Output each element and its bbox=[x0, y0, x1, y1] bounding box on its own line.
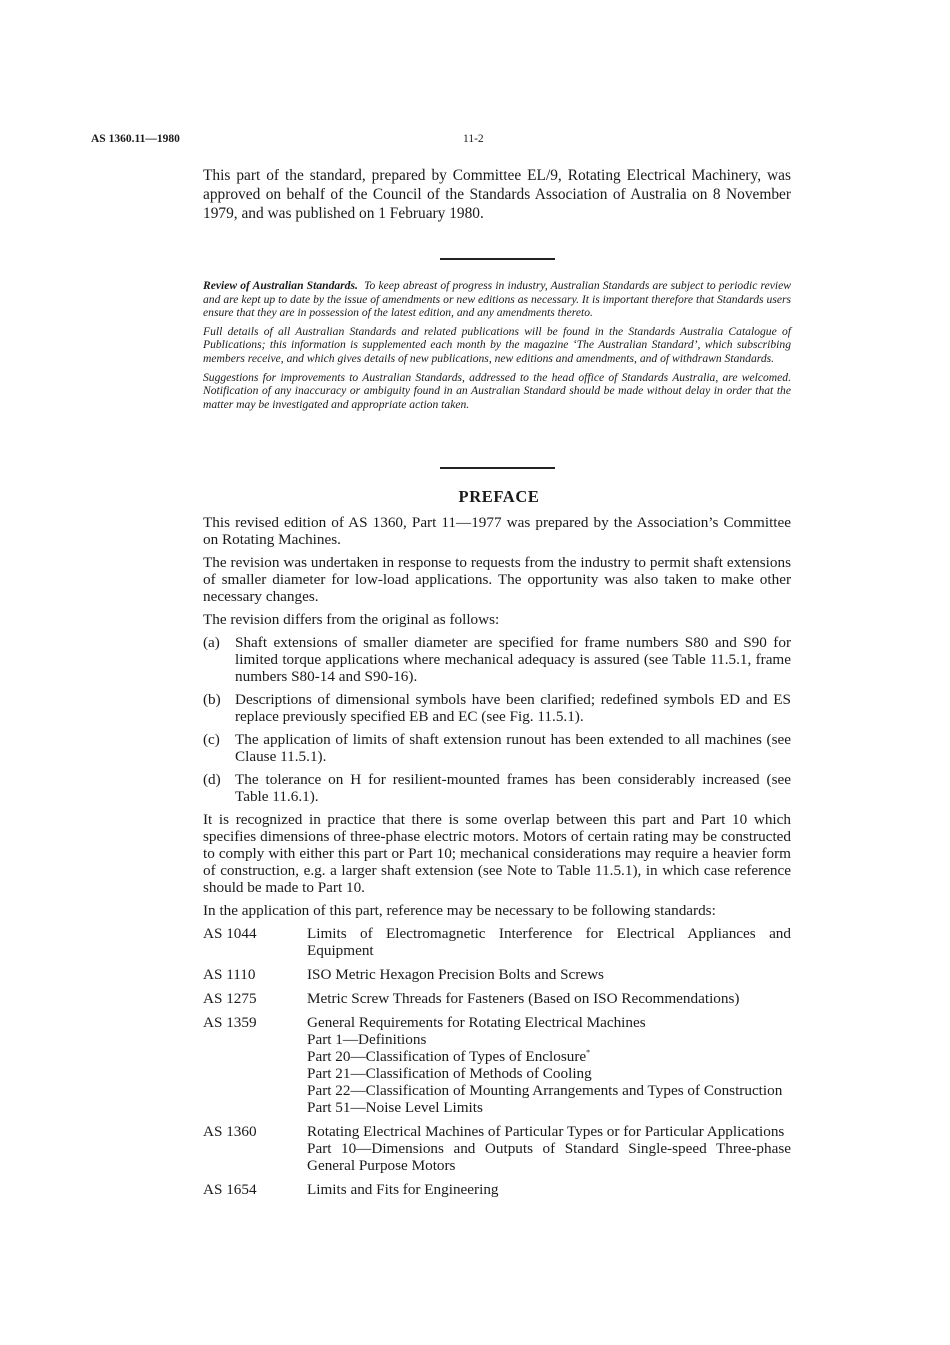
standard-reference bbox=[203, 966, 791, 983]
standard-title: Limits and Fits for Engineering bbox=[307, 1181, 499, 1198]
list-item bbox=[203, 731, 791, 765]
footnote-marker: * bbox=[586, 1047, 591, 1057]
list-item-label: (d) bbox=[203, 771, 221, 788]
standard-part: Part 10—Dimensions and Outputs of Standard Single-speed Three-phase General Purpose Motors bbox=[307, 1140, 791, 1174]
divider bbox=[440, 258, 555, 260]
list-item-text: Shaft extensions of smaller diameter are specified for frame numbers S80 and S90 for limited torque applications where mechanical adequacy is assured (see Table 11.5.1, frame numbers S80-14 and S90-16). bbox=[235, 634, 791, 685]
standard-code: AS 1044 bbox=[203, 925, 257, 942]
list-item-text: The tolerance on H for resilient-mounted frames has been considerably increased (see Table 11.6.1). bbox=[235, 771, 791, 805]
list-item-label: (a) bbox=[203, 634, 220, 651]
standard-part: Part 21—Classification of Methods of Cooling bbox=[307, 1065, 592, 1082]
standard-code: AS 1360 bbox=[203, 1123, 257, 1140]
standard-part: Part 1—Definitions bbox=[307, 1031, 427, 1048]
document-identifier: AS 1360.11—1980 bbox=[91, 133, 180, 145]
standard-code: AS 1359 bbox=[203, 1014, 257, 1031]
review-paragraph bbox=[203, 279, 791, 320]
standard-part: Part 51—Noise Level Limits bbox=[307, 1099, 483, 1116]
standard-code: AS 1654 bbox=[203, 1181, 257, 1198]
page-number: 11-2 bbox=[463, 133, 484, 145]
preface-paragraph: This revised edition of AS 1360, Part 11—1977 was prepared by the Association’s Committee on Rotating Machines. bbox=[203, 514, 791, 548]
standard-reference bbox=[203, 925, 791, 959]
standard-reference bbox=[203, 1123, 791, 1174]
preface-paragraph: The revision was undertaken in response to requests from the industry to permit shaft extensions of smaller diameter for low-load applications. The opportunity was also taken to make other necessary changes. bbox=[203, 554, 791, 605]
standard-entry bbox=[307, 1123, 791, 1174]
approval-statement: This part of the standard, prepared by Committee EL/9, Rotating Electrical Machinery, was approved on behalf of the Council of the Standards Association of Australia on 8 November 1979, and was published on 1 February 1980. bbox=[203, 167, 791, 222]
list-item bbox=[203, 771, 791, 805]
preface-body bbox=[203, 514, 791, 1205]
standard-part bbox=[307, 1048, 791, 1065]
list-item-text: The application of limits of shaft extension runout has been extended to all machines (see Clause 11.5.1). bbox=[235, 731, 791, 765]
standard-reference bbox=[203, 1181, 791, 1198]
standard-title: Metric Screw Threads for Fasteners (Based on ISO Recommendations) bbox=[307, 990, 740, 1007]
review-text: To keep abreast of progress in industry, Australian Standards are subject to periodic review and are kept up to date by the issue of amendments or new editions as necessary. It is important therefore that Standards users ensure that they are in possession of the latest edition, and any amendments thereto. bbox=[203, 279, 791, 320]
list-item-label: (c) bbox=[203, 731, 220, 748]
preface-paragraph: It is recognized in practice that there is some overlap between this part and Part 10 which specifies dimensions of three-phase electric motors. Motors of certain rating may be constructed to comply with either this part or Part 10; mechanical considerations may require a heavier form of construction, e.g. a larger shaft extension (see Note to Table 11.5.1), in which case reference should be made to Part 10. bbox=[203, 811, 791, 896]
standard-entry bbox=[307, 1014, 791, 1116]
list-item-label: (b) bbox=[203, 691, 221, 708]
standard-code: AS 1275 bbox=[203, 990, 257, 1007]
list-item bbox=[203, 634, 791, 685]
standard-title: Rotating Electrical Machines of Particular Types or for Particular Applications bbox=[307, 1123, 785, 1140]
review-notice bbox=[203, 279, 791, 416]
preface-heading: PREFACE bbox=[458, 487, 540, 506]
standard-part-text: Part 20—Classification of Types of Enclosure bbox=[307, 1048, 587, 1065]
standard-title: Limits of Electromagnetic Interference for Electrical Appliances and Equipment bbox=[307, 925, 791, 959]
list-item bbox=[203, 691, 791, 725]
standard-reference bbox=[203, 990, 791, 1007]
standard-code: AS 1110 bbox=[203, 966, 256, 983]
standard-title: ISO Metric Hexagon Precision Bolts and Screws bbox=[307, 966, 604, 983]
preface-paragraph: In the application of this part, reference may be necessary to be following standards: bbox=[203, 902, 716, 919]
standard-title: General Requirements for Rotating Electrical Machines bbox=[307, 1014, 646, 1031]
suggestions-paragraph: Suggestions for improvements to Australian Standards, addressed to the head office of Standards Australia, are welcomed. Notification of any inaccuracy or ambiguity found in an Australian Standard should be made without delay in order that the matter may be investigated and appropriate action taken. bbox=[203, 370, 791, 411]
catalogue-paragraph: Full details of all Australian Standards and related publications will be found in the Standards Australia Catalogue of Publications; this information is supplemented each month by the magazine ‘The Australian Standard’, which subscribing members receive, and which gives details of new publications, new editions and amendments, and of withdrawn Standards. bbox=[203, 324, 791, 365]
standard-reference bbox=[203, 1014, 791, 1116]
preface-paragraph: The revision differs from the original as follows: bbox=[203, 611, 500, 628]
list-item-text: Descriptions of dimensional symbols have been clarified; redefined symbols ED and ES replace previously specified EB and EC (see Fig. 11.5.1). bbox=[235, 691, 791, 725]
divider bbox=[440, 467, 555, 469]
review-lead: Review of Australian Standards. bbox=[203, 279, 358, 292]
standard-part: Part 22—Classification of Mounting Arrangements and Types of Construction bbox=[307, 1082, 783, 1099]
